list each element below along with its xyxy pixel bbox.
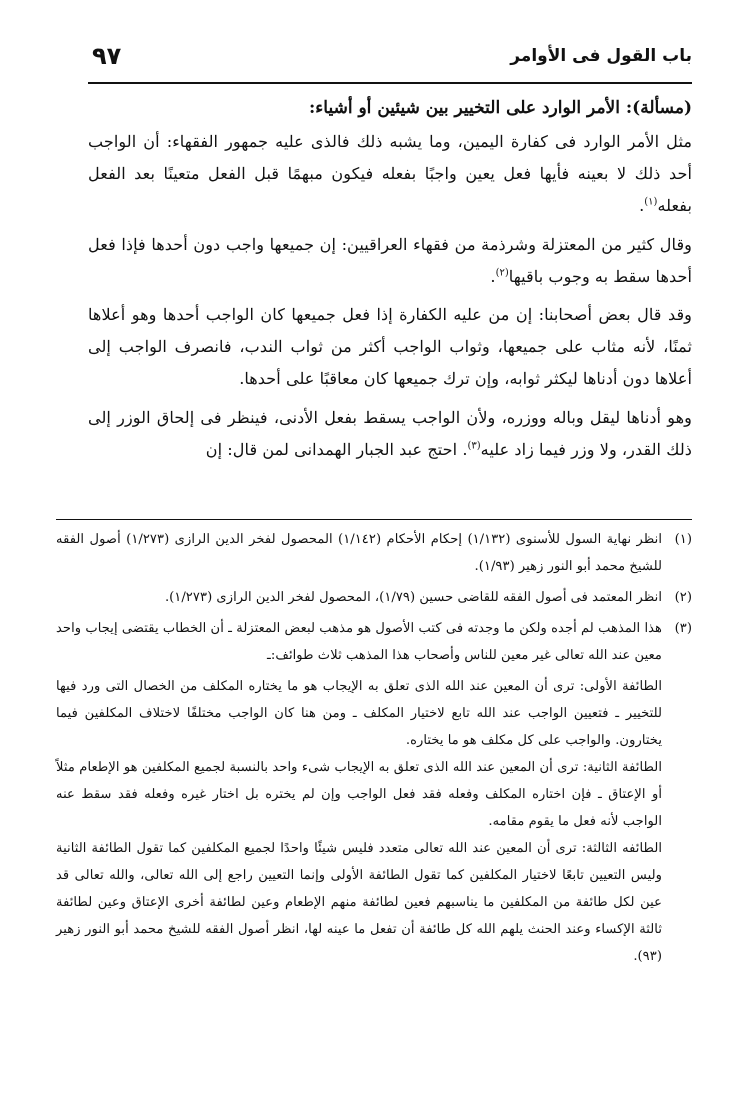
- group-second: الطائفة الثانية: ترى أن المعين عند الله الذى تعلق به الإيجاب شىء واحد بالنسبة لجميع المكلفين هو الإطعام مثلاً أو الإعتاق ـ فإن اختاره المكلف وفعله فقد فعل الواجب وإن لم يختره بل اختار غيره وفعله فقد سقط عنه الواجب لأنه فعل ما يقوم مقامه.: [56, 760, 662, 829]
- page-number: ٩٧: [92, 42, 122, 70]
- footnote-text: انظر المعتمد فى أصول الفقه للقاضى حسين (١/٧٩)، المحصول لفخر الدين الرازى (١/٢٧٣).: [164, 590, 662, 605]
- group-third: الطائفه الثالثة: ترى أن المعين عند الله تعالى متعدد فليس شيئًا واحدًا لجميع المكلفين كما تقول الطائفة الثانية وليس التعيين تابعًا لاختيار المكلفين كما تقول الطائفة الأولى وإنما التعيين راجع إلى الله تعالى، والله تعالى قد عين لكل طائفة من المكلفين ما يناسبهم فعين لطائفة منهم الإطعام وعين لطائفة أخرى الإعتاق وعين لطائفة ثالثة الإكساء وعند الحنث يلهم الله كل طائفة أن تفعل ما عينه لها، انظر أصول الفقه للشيخ محمد أبو النور زهير (٩٣).: [56, 841, 662, 964]
- paragraph-text: مثل الأمر الوارد فى كفارة اليمين، وما يشبه ذلك فالذى عليه جمهور الفقهاء: أن الواجب أحد ذلك لا بعينه فأيها فعل يعين واجبًا بفعله فيكون مبهمًا قبل الفعل متعينًا بعد الفعل بفعله: [88, 132, 692, 216]
- group-first: الطائفة الأولى: ترى أن المعين عند الله الذى تعلق به الإيجاب هو ما يختاره المكلف من الخصال التى ورد فيها للتخيير ـ فتعيين الواجب عند الله تابع لاختيار المكلف ـ ومن هنا كان الواجب مختلفًا لاختلاف المكلفين فيما يختارون. والواجب على كل مكلف هو ما يختاره.: [56, 679, 662, 748]
- paragraph-end: .: [639, 196, 645, 216]
- footnote-number: (٢): [674, 590, 692, 605]
- paragraph-text: وهو أدناها ليقل وباله ووزره، ولأن الواجب يسقط بفعل الأدنى، فينظر فى إلحاق الوزر إلى ذلك القدر، ولا وزر فيما زاد عليه: [88, 407, 692, 459]
- footnote-text: هذا المذهب لم أجده ولكن ما وجدته فى كتب الأصول هو مذهب لبعض المعتزلة ـ أن الخطاب يقتضى إيجاب واحد معين عند الله تعالى غير معين للناس وأصحاب هذا المذهب ثلاث طوائف:ـ: [56, 621, 662, 663]
- footnote-3-groups: [56, 673, 692, 970]
- footnote-1: [56, 526, 692, 580]
- footnote-3: [56, 615, 692, 669]
- footnote-ref: (٢): [495, 267, 509, 279]
- paragraph-end: . احتج عبد الجبار الهمدانى لمن قال: إن: [205, 439, 468, 459]
- paragraph: [88, 229, 692, 293]
- chapter-title: باب القول فى الأوامر: [510, 46, 692, 66]
- main-text: [88, 92, 692, 466]
- paragraph: [88, 402, 692, 466]
- footnotes: [56, 526, 692, 970]
- paragraph: [88, 126, 692, 223]
- footnote-ref: (٣): [467, 440, 481, 452]
- footnote-number: (١): [674, 532, 692, 547]
- section-heading: (مسألة): الأمر الوارد على التخيير بين شيئين أو أشياء:: [309, 98, 692, 118]
- running-header: [88, 40, 692, 84]
- footnote-2: [56, 584, 692, 611]
- paragraph-end: .: [490, 266, 496, 286]
- paragraph-text: وقال كثير من المعتزلة وشرذمة من فقهاء العراقيين: إن جميعها واجب دون أحدها فإذا فعل أحدها سقط به وجوب باقيها: [88, 234, 692, 286]
- footnote-divider: [56, 519, 692, 520]
- footnote-number: (٣): [674, 621, 692, 636]
- paragraph: وقد قال بعض أصحابنا: إن من عليه الكفارة إذا فعل جميعها كان الواجب أحدها وهو أعلاها ثمنًا، لأنه مثاب على جميعها، وثواب الواجب أكثر من ثواب الندب، فانصرف الواجب إلى أعلاها دون أدناها ليكثر ثوابه، وإن ترك جميعها كان معاقبًا على أحدها.: [88, 305, 692, 389]
- footnote-ref: (١): [644, 197, 658, 209]
- footnote-text: انظر نهاية السول للأسنوى (١/١٣٢) إحكام الأحكام (١/١٤٢) المحصول لفخر الدين الرازى (١/٢٧٣) أصول الفقه للشيخ محمد أبو النور زهير (١/٩٣).: [56, 532, 662, 574]
